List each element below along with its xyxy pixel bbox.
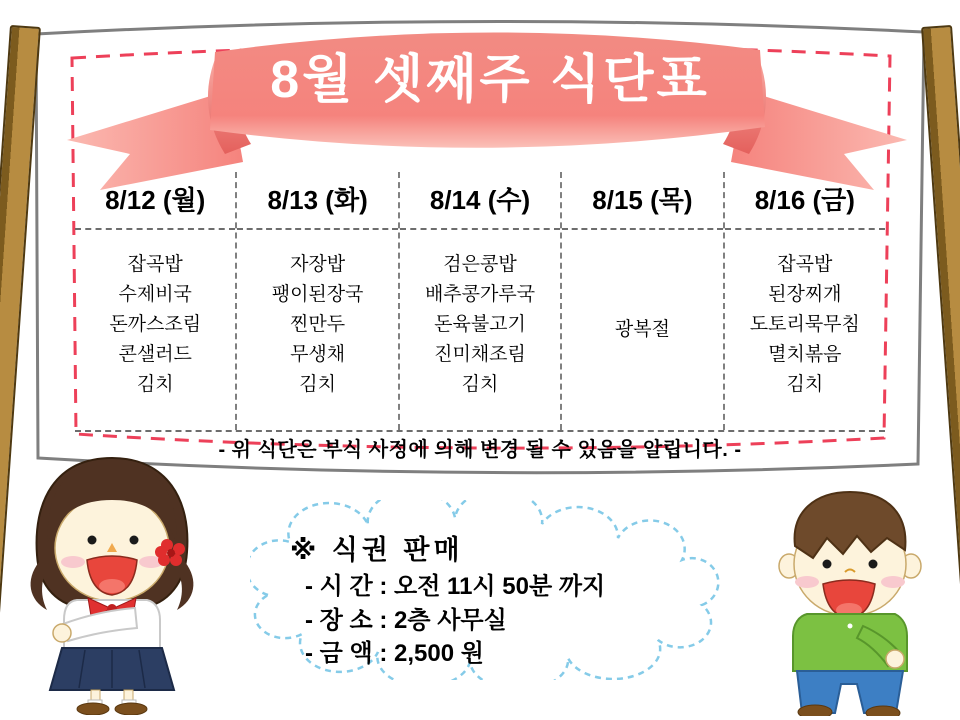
- column-body: [400, 230, 560, 430]
- page-title: 8월 셋째주 식단표: [270, 51, 710, 109]
- menu-item: 잡곡밥: [127, 254, 183, 275]
- column-body: [75, 230, 235, 430]
- menu-item: 도토리묵무침: [749, 314, 860, 335]
- menu-item: 자장밥: [290, 254, 346, 275]
- menu-column-monday: [75, 172, 237, 430]
- menu-item: 김치: [136, 374, 174, 395]
- column-body: [725, 230, 885, 430]
- girl-hand: [53, 624, 71, 642]
- ticket-sale-price: - 금 액 : 2,500 원: [305, 640, 484, 667]
- ticket-sale-time: - 시 간 : 오전 11시 50분 까지: [305, 573, 606, 600]
- column-header: 8/12 (월): [75, 172, 235, 230]
- menu-item: 된장찌개: [768, 284, 842, 305]
- menu-item: 배추콩가루국: [424, 284, 536, 305]
- girl-sleeve: [63, 608, 137, 641]
- menu-item: 멸치볶음: [768, 344, 842, 365]
- menu-column-thursday: [562, 172, 724, 430]
- menu-item: 콘샐러드: [118, 344, 192, 365]
- menu-item: 수제비국: [118, 284, 192, 305]
- column-body: [237, 230, 397, 430]
- menu-item: 팽이된장국: [271, 284, 364, 305]
- menu-item: 검은콩밥: [443, 254, 517, 275]
- menu-item: 김치: [461, 374, 499, 395]
- boy-hand: [886, 650, 904, 668]
- column-header: 8/13 (화): [237, 172, 397, 230]
- menu-item: 김치: [786, 374, 824, 395]
- menu-item: 김치: [299, 374, 336, 395]
- menu-column-wednesday: [400, 172, 562, 430]
- ticket-sale-place: - 장 소 : 2층 사무실: [305, 607, 507, 634]
- ticket-sale-heading: ※ 식권 판매: [290, 535, 464, 565]
- girl-arm-over-pole: [15, 450, 210, 715]
- menu-change-note: - 위 식단은 부식 사정에 의해 변경 될 수 있음을 알립니다. -: [218, 439, 742, 461]
- menu-item: 찐만두: [290, 314, 346, 335]
- menu-item: 진미채조림: [434, 344, 526, 365]
- column-body: [562, 230, 722, 430]
- menu-column-friday: [725, 172, 885, 430]
- column-header: 8/14 (수): [400, 172, 560, 230]
- menu-column-tuesday: [237, 172, 399, 430]
- menu-item: 돈까스조림: [109, 314, 202, 335]
- holiday-label: 광복절: [614, 319, 670, 340]
- menu-item: 돈육불고기: [434, 314, 526, 335]
- column-header: 8/16 (금): [725, 172, 885, 230]
- menu-item: 무생채: [290, 344, 346, 365]
- boy-arm-over-pole: [745, 484, 955, 716]
- menu-table: [75, 172, 885, 432]
- column-header: 8/15 (목): [562, 172, 722, 230]
- menu-item: 잡곡밥: [777, 254, 833, 275]
